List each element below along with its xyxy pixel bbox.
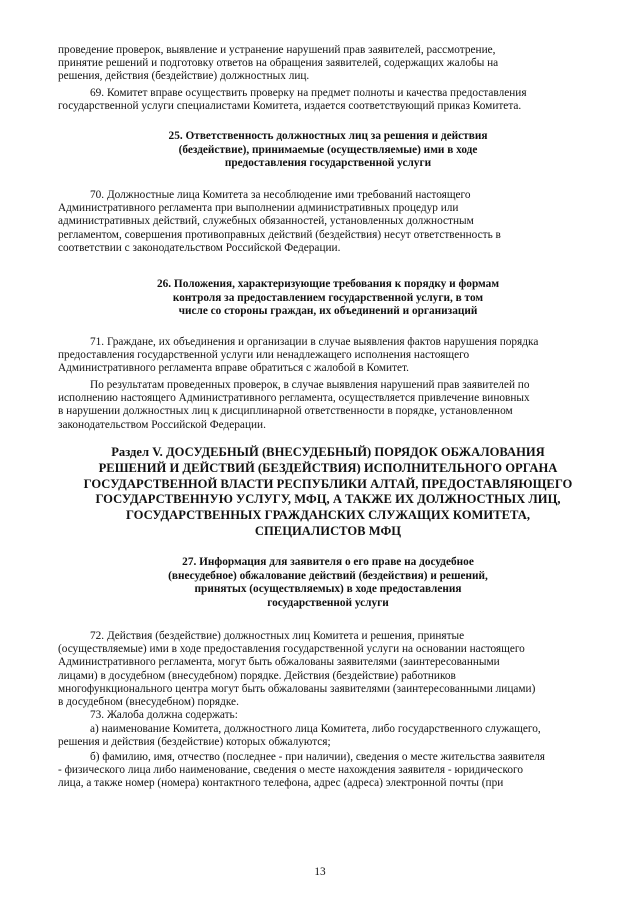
heading-26 <box>58 278 598 319</box>
paragraph-72 <box>58 630 598 709</box>
paragraph-71-results <box>58 379 598 432</box>
heading-line: принятых (осуществляемых) в ходе предоставления <box>194 583 462 596</box>
paragraph-71 <box>58 336 598 376</box>
text-line: 69. Комитет вправе осуществить проверку на предмет полноты и качества предоставления <box>90 87 527 99</box>
text-line: решения и действия (бездействие) которых обжалуются; <box>58 736 331 749</box>
text-line: б) фамилию, имя, отчество (последнее - при наличии), сведения о месте жительства заявителя <box>90 751 545 763</box>
text-line: государственной услуги специалистами Комитета, издается соответствующий приказ Комитета. <box>58 100 522 113</box>
text-line: в досудебном (внесудебном) порядке. <box>58 696 239 709</box>
paragraph-69 <box>58 87 598 113</box>
section-line: ГОСУДАРСТВЕННУЮ УСЛУГУ, МФЦ, А ТАКЖЕ ИХ ДОЛЖНОСТНЫХ ЛИЦ, <box>95 492 561 507</box>
text-line: административных действий, служебных обязанностей, установленных должностным <box>58 215 474 228</box>
text-line: регламентом, совершения противоправных действий (бездействия) несут ответственность в <box>58 228 501 241</box>
text-line: законодательством Российской Федерации. <box>58 418 266 431</box>
text-line: лицами) в досудебном (внесудебном) порядке. Действия (бездействие) работников <box>58 669 456 682</box>
heading-line: 25. Ответственность должностных лиц за решения и действия <box>168 130 488 142</box>
heading-line: 26. Положения, характеризующие требования к порядку и формам <box>156 278 500 290</box>
text-line: проведение проверок, выявление и устранение нарушений прав заявителей, рассмотрение, <box>58 44 496 56</box>
section-line: ГОСУДАРСТВЕННЫХ ГРАЖДАНСКИХ СЛУЖАЩИХ КОМИТЕТА, <box>125 508 531 523</box>
paragraph-70 <box>58 189 598 255</box>
heading-line: числе со стороны граждан, их объединений и организаций <box>178 305 478 318</box>
text-line: а) наименование Комитета, должностного лица Комитета, либо государственного служащего, <box>90 723 541 735</box>
section-line: СПЕЦИАЛИСТОВ МФЦ <box>254 523 402 538</box>
heading-line: 27. Информация для заявителя о его праве на досудебное <box>182 556 474 568</box>
text-line: Административного регламента вправе обратиться с жалобой в Комитет. <box>58 362 409 375</box>
text-line: многофункционального центра могут быть обжалованы заявителями (заинтересованными лицами) <box>58 682 536 695</box>
heading-25 <box>58 130 598 171</box>
page-number: 13 <box>314 866 326 878</box>
text-line: лица, а также номер (номера) контактного телефона, адрес (адреса) электронной почты (при <box>58 777 504 790</box>
heading-line: (бездействие), принимаемые (осуществляемые) ими в ходе <box>178 143 478 156</box>
paragraph-continuation <box>58 44 598 84</box>
heading-line: предоставления государственной услуги <box>224 157 432 170</box>
section-line: Раздел V. ДОСУДЕБНЫЙ (ВНЕСУДЕБНЫЙ) ПОРЯДОК ОБЖАЛОВАНИЯ <box>111 445 545 459</box>
text-line: 71. Граждане, их объединения и организации в случае выявления фактов нарушения порядка <box>90 336 539 348</box>
section-line: РЕШЕНИЙ И ДЕЙСТВИЙ (БЕЗДЕЙСТВИЯ) ИСПОЛНИТЕЛЬНОГО ОРГАНА <box>98 460 558 475</box>
heading-27 <box>58 556 598 610</box>
text-line: исполнению настоящего Административного регламента, осуществляется привлечение виновных <box>58 392 530 405</box>
section-line: ГОСУДАРСТВЕННОЙ ВЛАСТИ РЕСПУБЛИКИ АЛТАЙ, ПРЕДОСТАВЛЯЮЩЕГО <box>83 476 573 491</box>
text-line: - физического лица либо наименование, сведения о месте нахождения заявителя - юридического <box>58 764 524 777</box>
text-line: соответствии с законодательством Российской Федерации. <box>58 241 341 254</box>
heading-line: контроля за предоставлением государственной услуги, в том <box>172 291 484 304</box>
paragraph-73 <box>58 709 598 722</box>
section-5-heading <box>58 445 598 540</box>
heading-line: государственной услуги <box>267 596 389 609</box>
text-line: 70. Должностные лица Комитета за несоблюдение ими требований настоящего <box>90 189 471 201</box>
text-line: 72. Действия (бездействие) должностных лиц Комитета и решения, принятые <box>90 630 465 642</box>
text-line: 73. Жалоба должна содержать: <box>90 709 238 721</box>
text-line: принятие решений и подготовку ответов на обращения заявителей, содержащих жалобы на <box>58 57 499 70</box>
paragraph-73-b <box>58 751 598 791</box>
text-line: (осуществляемые) ими в ходе предоставления государственной услуги на основании настоящего <box>58 643 525 656</box>
text-line: Административного регламента при выполнении административных процедур или <box>58 202 459 215</box>
text-line: решения, действия (бездействие) должностных лиц. <box>58 70 310 83</box>
text-line: в нарушении должностных лиц к дисциплинарной ответственности в порядке, установленном <box>58 405 513 418</box>
paragraph-73-a <box>58 723 598 749</box>
text-line: предоставления государственной услуги или ненадлежащего исполнения настоящего <box>58 349 470 362</box>
text-line: Административного регламента, могут быть обжалованы заявителями (заинтересованными <box>58 656 500 669</box>
text-line: По результатам проведенных проверок, в случае выявления нарушений прав заявителей по <box>90 379 530 391</box>
heading-line: (внесудебное) обжалование действий (бездействия) и решений, <box>168 569 488 582</box>
